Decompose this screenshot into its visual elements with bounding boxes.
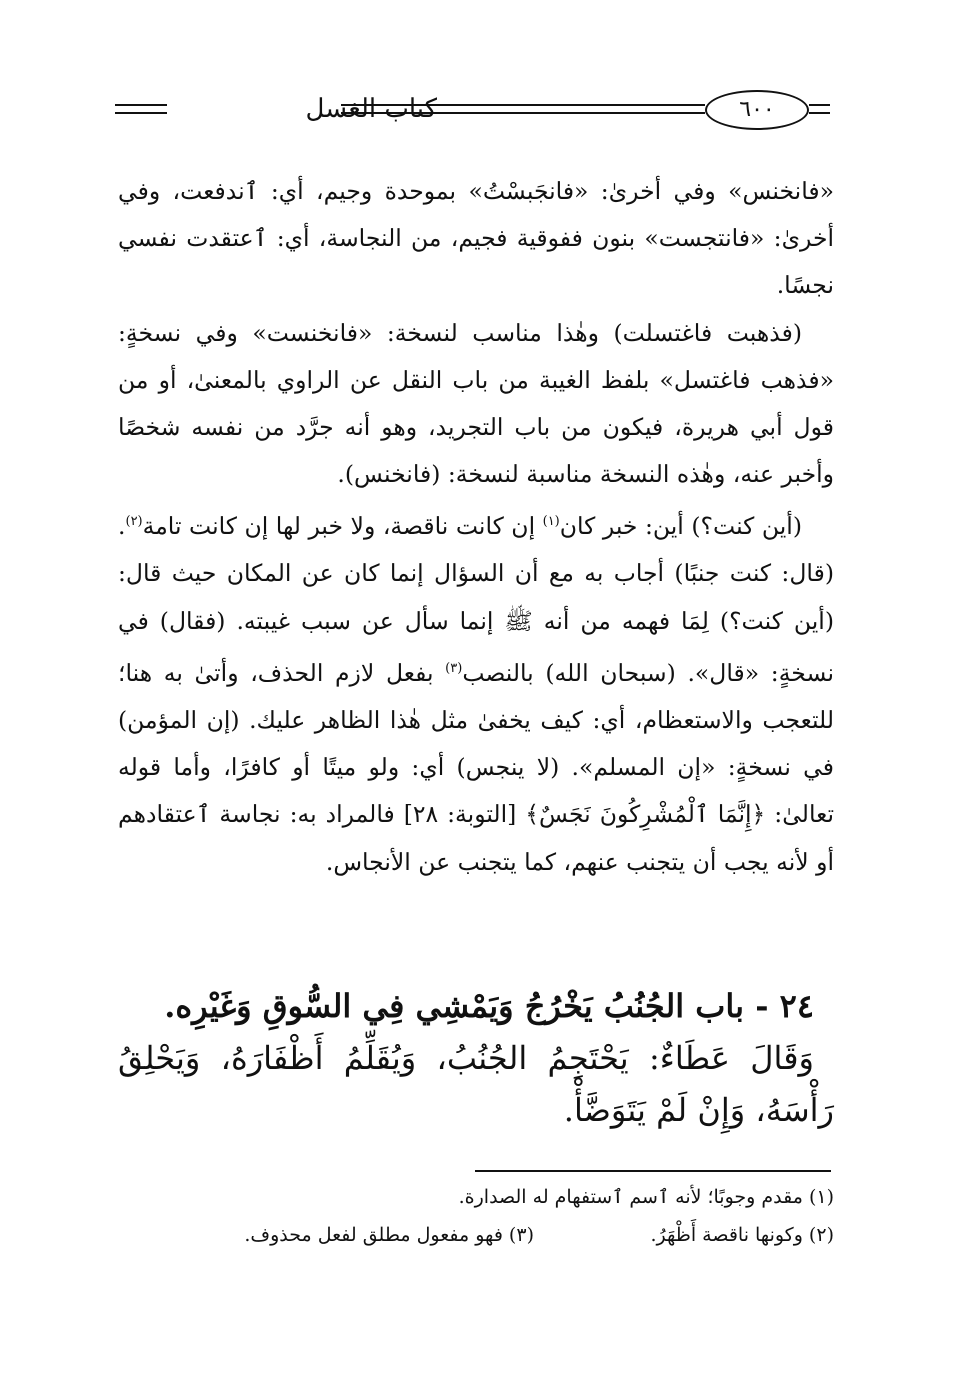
book-title: كتاب الغسل xyxy=(305,94,437,124)
page-header xyxy=(115,90,830,140)
footnote-ref: (١) xyxy=(542,514,560,530)
header-rule-middle xyxy=(341,104,705,106)
footnote: (١) مقدم وجوبًا؛ لأنه ٱسم ٱستفهام له الصدارة. xyxy=(458,1186,834,1208)
page-number: ٦٠٠ xyxy=(705,90,809,130)
commentary-text xyxy=(118,168,834,886)
paragraph: (فذهبت فاغتسلت) وهٰذا مناسب لنسخة: «فانخنست» وفي نسخةٍ: «فذهب فاغتسل» بلفظ الغيبة من باب النقل عن الراوي بالمعنىٰ، أو من قول أبي هريرة، فيكون من باب التجريد، وهو أنه جرَّد من نفسه شخصًا وأخبر عنه، وهٰذه النسخة مناسبة لنسخة: (فانخنس). xyxy=(118,318,834,489)
hadith-text: وَقَالَ عَطَاءٌ: يَحْتَجِمُ الجُنُبُ، وَيُقَلِّمُ أَظْفَارَهُ، وَيَحْلِقُ رَأْسَهُ، وَإِنْ لَمْ يَتَوَضَّأْ. xyxy=(118,1039,834,1129)
header-rule-right xyxy=(809,104,830,106)
paragraph: «فانخنس» وفي أخرىٰ: «فانجَبسْتُ» بموحدة وجيم، أي: ٱندفعت، وفي أخرىٰ: «فانتجست» بنون ففوقية فجيم، من النجاسة، أي: ٱعتقدت نفسي نجسًا. xyxy=(118,177,834,300)
header-rule-middle xyxy=(341,112,705,114)
header-rule-right xyxy=(809,112,830,114)
text-run: . (قال: كنت جنبًا) أجاب به مع أن السؤال إنما كان عن المكان حيث قال: (أين كنت؟) لِمَا فهمه من أنه ﷺ إنما سأل عن سبب غيبته. (فقال) في نسخةٍ: «قال». (سبحان الله) بالنصب xyxy=(118,512,834,687)
footnote-separator xyxy=(475,1170,831,1172)
chapter-section xyxy=(118,980,834,1136)
header-rule-left xyxy=(115,112,167,114)
text-run: إن كانت ناقصة، ولا خبر لها إن كانت تامة xyxy=(142,512,543,541)
footnote-row xyxy=(118,1216,834,1254)
chapter-heading: ٢٤ - باب الجُنُبُ يَخْرُجُ وَيَمْشِي فِي السُّوقِ وَغَيْرِه. xyxy=(164,987,814,1025)
footnote-ref: (٣) xyxy=(445,660,463,676)
text-run: (أين كنت؟) أين: خبر كان xyxy=(559,512,802,541)
footnote-ref: (٢) xyxy=(125,514,143,530)
header-rule-left xyxy=(115,104,167,106)
text-run: بفعل لازم الحذف، وأتىٰ به هنا؛ للتعجب والاستعظام، أي: كيف يخفىٰ مثل هٰذا الظاهر عليك. (إن المؤمن) في نسخةٍ: «إن المسلم». (لا ينجس) أي: ولو ميتًا أو كافرًا، وأما قوله تعالىٰ: ﴿إِنَّمَا ٱلْمُشْرِكُونَ نَجَسٌ﴾ [التوبة: ٢٨] فالمراد به: نجاسة ٱعتقادهم أو لأنه يجب أن يتجنب عنهم، كما يتجنب عن الأنجاس. xyxy=(118,658,834,876)
footnote-row xyxy=(118,1178,834,1216)
footnote: (٣) فهو مفعول مطلق لفعل محذوف. xyxy=(244,1224,534,1246)
footnote: (٢) وكونها ناقصة أَظْهَرُ. xyxy=(650,1224,834,1246)
paragraph xyxy=(118,498,834,885)
footnotes xyxy=(118,1178,834,1254)
